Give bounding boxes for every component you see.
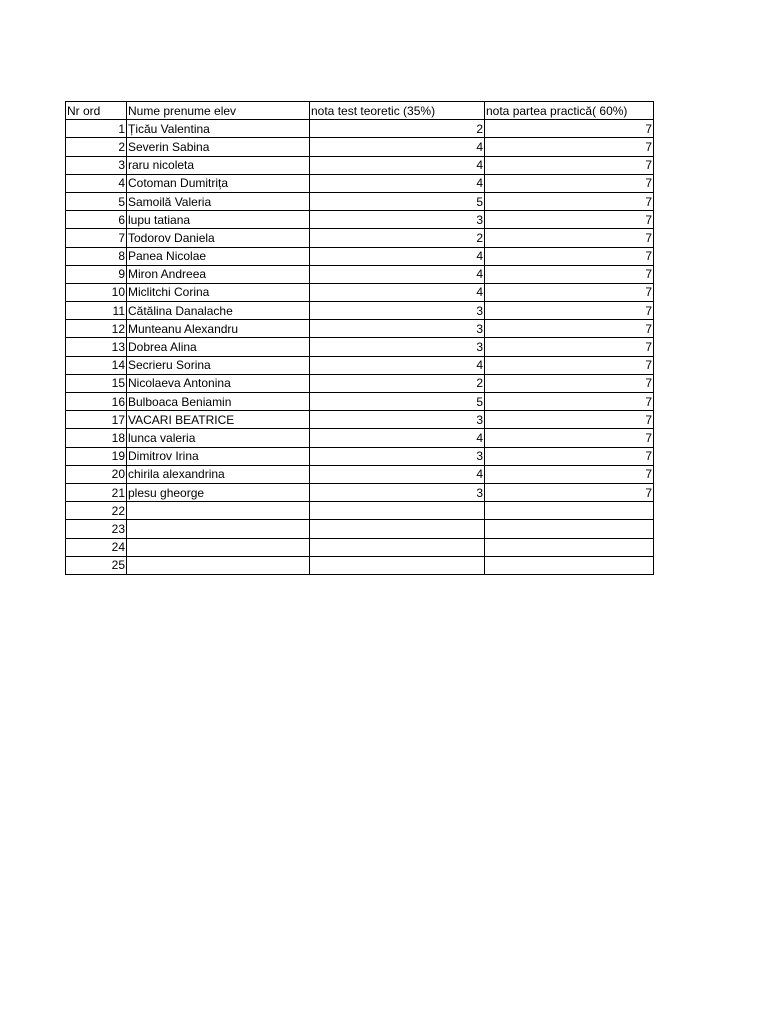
cell-nr-ord[interactable]: 16 [66,393,127,411]
table-row [66,520,654,538]
cell-nr-ord[interactable]: 3 [66,156,127,174]
cell-nota-test[interactable]: 3 [310,320,485,338]
cell-nr-ord[interactable]: 5 [66,192,127,210]
cell-nr-ord[interactable]: 13 [66,338,127,356]
grades-sheet [65,101,654,575]
table-row [66,356,654,374]
cell-nota-practica[interactable]: 7 [485,393,654,411]
table-row [66,393,654,411]
cell-nr-ord[interactable]: 2 [66,138,127,156]
table-row [66,556,654,574]
header-row [66,102,654,120]
cell-student-name[interactable]: Miclitchi Corina [127,283,310,301]
cell-nr-ord[interactable]: 19 [66,447,127,465]
cell-student-name[interactable]: lunca valeria [127,429,310,447]
cell-nota-test[interactable]: 4 [310,174,485,192]
cell-nr-ord[interactable]: 10 [66,283,127,301]
cell-nr-ord[interactable]: 11 [66,302,127,320]
cell-nota-test[interactable]: 3 [310,338,485,356]
table-row [66,120,654,138]
cell-nota-test[interactable] [310,556,485,574]
cell-nota-practica[interactable] [485,502,654,520]
table-row [66,192,654,210]
cell-student-name[interactable]: Bulboaca Beniamin [127,393,310,411]
header-nota-practica[interactable]: nota partea practică( 60%) [485,102,654,120]
cell-student-name[interactable]: Panea Nicolae [127,247,310,265]
cell-nr-ord[interactable]: 21 [66,483,127,501]
cell-nota-test[interactable]: 5 [310,192,485,210]
cell-nota-test[interactable]: 5 [310,393,485,411]
cell-nr-ord[interactable]: 20 [66,465,127,483]
cell-nota-practica[interactable]: 7 [485,283,654,301]
cell-nr-ord[interactable]: 9 [66,265,127,283]
cell-nota-practica[interactable]: 7 [485,229,654,247]
table-row [66,229,654,247]
cell-student-name[interactable]: Țicău Valentina [127,120,310,138]
cell-student-name[interactable]: VACARI BEATRICE [127,411,310,429]
cell-nr-ord[interactable]: 24 [66,538,127,556]
cell-student-name[interactable]: Nicolaeva Antonina [127,374,310,392]
cell-nota-practica[interactable]: 7 [485,447,654,465]
cell-nota-test[interactable]: 3 [310,211,485,229]
cell-nr-ord[interactable]: 1 [66,120,127,138]
table-row [66,465,654,483]
cell-nota-practica[interactable]: 7 [485,356,654,374]
cell-student-name[interactable] [127,520,310,538]
cell-nr-ord[interactable]: 25 [66,556,127,574]
cell-nr-ord[interactable]: 23 [66,520,127,538]
cell-nota-practica[interactable]: 7 [485,302,654,320]
cell-student-name[interactable]: Miron Andreea [127,265,310,283]
table-row [66,538,654,556]
cell-student-name[interactable]: chirila alexandrina [127,465,310,483]
table-row [66,320,654,338]
cell-nota-practica[interactable]: 7 [485,211,654,229]
cell-nota-test[interactable]: 4 [310,429,485,447]
cell-nota-test[interactable] [310,520,485,538]
cell-nota-practica[interactable]: 7 [485,138,654,156]
cell-nota-test[interactable]: 4 [310,138,485,156]
cell-student-name[interactable]: Samoilă Valeria [127,192,310,210]
cell-nota-practica[interactable]: 7 [485,247,654,265]
table-row [66,483,654,501]
cell-student-name[interactable]: raru nicoleta [127,156,310,174]
cell-nota-test[interactable]: 2 [310,120,485,138]
cell-nota-test[interactable]: 4 [310,156,485,174]
cell-nr-ord[interactable]: 7 [66,229,127,247]
cell-nota-test[interactable]: 3 [310,411,485,429]
cell-nota-test[interactable]: 2 [310,374,485,392]
cell-nr-ord[interactable]: 18 [66,429,127,447]
cell-student-name[interactable] [127,556,310,574]
cell-nr-ord[interactable]: 17 [66,411,127,429]
cell-nota-test[interactable]: 4 [310,465,485,483]
cell-nota-practica[interactable] [485,556,654,574]
cell-nota-practica[interactable]: 7 [485,156,654,174]
cell-nota-test[interactable] [310,502,485,520]
cell-nota-practica[interactable]: 7 [485,374,654,392]
cell-nr-ord[interactable]: 6 [66,211,127,229]
cell-nr-ord[interactable]: 12 [66,320,127,338]
cell-nota-practica[interactable]: 7 [485,411,654,429]
cell-nota-test[interactable]: 3 [310,483,485,501]
cell-student-name[interactable]: Dobrea Alina [127,338,310,356]
cell-nota-test[interactable] [310,538,485,556]
cell-student-name[interactable]: Todorov Daniela [127,229,310,247]
cell-student-name[interactable]: lupu tatiana [127,211,310,229]
cell-nota-practica[interactable]: 7 [485,265,654,283]
header-nume-prenume[interactable]: Nume prenume elev [127,102,310,120]
cell-student-name[interactable]: Severin Sabina [127,138,310,156]
cell-nr-ord[interactable]: 22 [66,502,127,520]
cell-nota-test[interactable]: 4 [310,356,485,374]
table-row [66,302,654,320]
cell-nota-practica[interactable]: 7 [485,483,654,501]
table-row [66,156,654,174]
cell-student-name[interactable]: Secrieru Sorina [127,356,310,374]
cell-nota-practica[interactable] [485,538,654,556]
cell-nota-practica[interactable]: 7 [485,192,654,210]
cell-student-name[interactable]: Dimitrov Irina [127,447,310,465]
cell-student-name[interactable]: Munteanu Alexandru [127,320,310,338]
cell-nota-practica[interactable]: 7 [485,120,654,138]
table-row [66,502,654,520]
cell-nota-test[interactable]: 3 [310,302,485,320]
table-row [66,283,654,301]
header-nota-test[interactable]: nota test teoretic (35%) [310,102,485,120]
table-row [66,338,654,356]
table-row [66,211,654,229]
cell-student-name[interactable]: plesu gheorge [127,483,310,501]
table-row [66,374,654,392]
cell-nota-test[interactable]: 2 [310,229,485,247]
table-row [66,265,654,283]
cell-nr-ord[interactable]: 4 [66,174,127,192]
table-row [66,247,654,265]
header-nr-ord[interactable]: Nr ord [66,102,127,120]
cell-student-name[interactable] [127,538,310,556]
cell-nr-ord[interactable]: 14 [66,356,127,374]
table-row [66,411,654,429]
cell-nota-practica[interactable] [485,520,654,538]
table-row [66,429,654,447]
cell-nota-test[interactable]: 4 [310,283,485,301]
cell-nota-practica[interactable]: 7 [485,320,654,338]
table-row [66,174,654,192]
cell-nota-practica[interactable]: 7 [485,429,654,447]
cell-nota-test[interactable]: 3 [310,447,485,465]
cell-student-name[interactable]: Cătălina Danalache [127,302,310,320]
cell-nota-test[interactable]: 4 [310,265,485,283]
cell-nota-practica[interactable]: 7 [485,338,654,356]
table-row [66,138,654,156]
grades-table [65,101,654,575]
cell-nr-ord[interactable]: 15 [66,374,127,392]
table-row [66,447,654,465]
cell-nota-practica[interactable]: 7 [485,465,654,483]
cell-student-name[interactable] [127,502,310,520]
cell-nr-ord[interactable]: 8 [66,247,127,265]
cell-nota-test[interactable]: 4 [310,247,485,265]
cell-nota-practica[interactable]: 7 [485,174,654,192]
cell-student-name[interactable]: Cotoman Dumitrița [127,174,310,192]
